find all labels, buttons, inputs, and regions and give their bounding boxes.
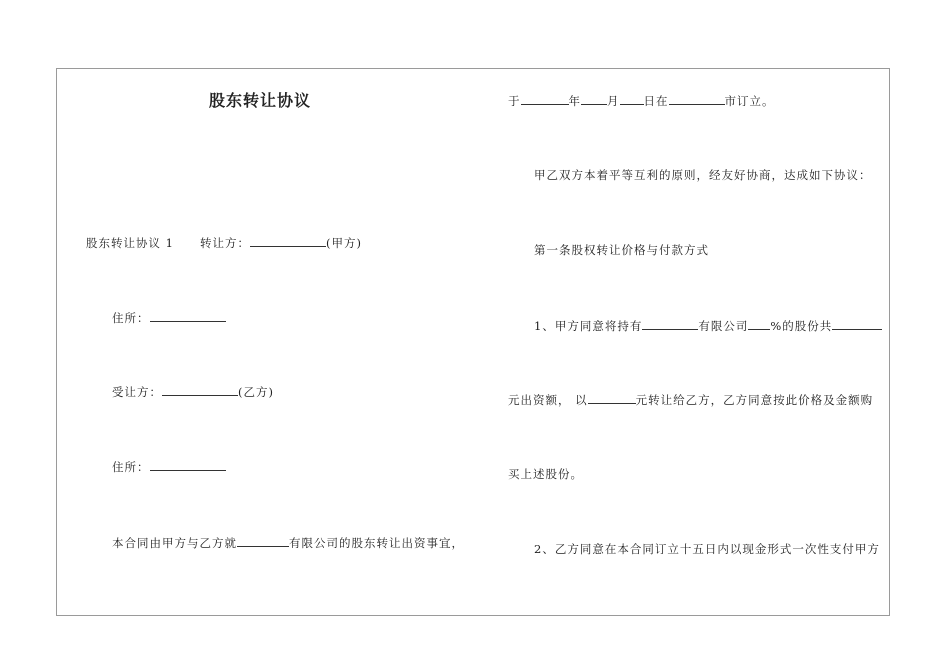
day-label: 日在 — [643, 94, 669, 108]
right-line-date — [508, 93, 775, 108]
city-blank[interactable] — [669, 93, 725, 105]
capital-a: 元出资额， 以 — [508, 393, 588, 407]
date-prefix: 于 — [508, 94, 521, 108]
clause1-b: 有限公司 — [698, 319, 749, 333]
year-label: 年 — [568, 94, 581, 108]
address2-label: 住所： — [112, 460, 150, 474]
transferee-label: 受让方： — [112, 385, 162, 399]
capital-b: 元转让给乙方，乙方同意按此价格及金额购 — [635, 393, 874, 407]
right-line-article1: 第一条股权转让价格与付款方式 — [534, 243, 709, 257]
share-amount-blank[interactable] — [832, 318, 882, 330]
party-a-label: (甲方) — [325, 236, 362, 250]
party-b-label: (乙方) — [238, 385, 274, 399]
address2-blank[interactable] — [150, 459, 226, 471]
holding-company-blank[interactable] — [642, 318, 698, 330]
price-blank[interactable] — [588, 392, 636, 404]
right-line-capital — [508, 392, 873, 407]
document-frame — [56, 68, 890, 616]
right-line-clause2: 2、乙方同意在本合同订立十五日内以现金形式一次性支付甲方 — [534, 542, 880, 556]
transferee-blank[interactable] — [162, 384, 238, 396]
left-line-address2 — [112, 459, 226, 474]
right-line-clause1 — [534, 318, 882, 333]
transferor-label: 转让方： — [199, 236, 250, 250]
percent-blank[interactable] — [748, 318, 770, 330]
month-label: 月 — [607, 94, 620, 108]
day-blank[interactable] — [620, 93, 644, 105]
clause1-c: %的股份共 — [770, 319, 833, 333]
year-blank[interactable] — [521, 93, 569, 105]
city-label: 市订立。 — [724, 94, 775, 108]
left-line-address1 — [112, 310, 226, 325]
right-line-purchase: 买上述股份。 — [508, 467, 583, 481]
address1-label: 住所： — [112, 311, 150, 325]
month-blank[interactable] — [581, 93, 607, 105]
contract-intro-a: 本合同由甲方与乙方就 — [112, 536, 237, 550]
contract-intro-b: 有限公司的股东转让出资事宜， — [289, 536, 464, 550]
agreement-label: 股东转让协议 1 — [86, 236, 174, 250]
transferor-blank[interactable] — [250, 235, 326, 247]
company-name-blank[interactable] — [237, 535, 289, 547]
left-line-contract-intro — [112, 535, 464, 550]
clause1-a: 1、甲方同意将持有 — [534, 319, 643, 333]
address1-blank[interactable] — [150, 310, 226, 322]
left-line-transferor — [86, 235, 362, 250]
document-title: 股东转让协议 — [209, 91, 312, 110]
right-line-principle: 甲乙双方本着平等互利的原则，经友好协商，达成如下协议： — [534, 168, 872, 182]
left-line-transferee — [112, 384, 274, 399]
